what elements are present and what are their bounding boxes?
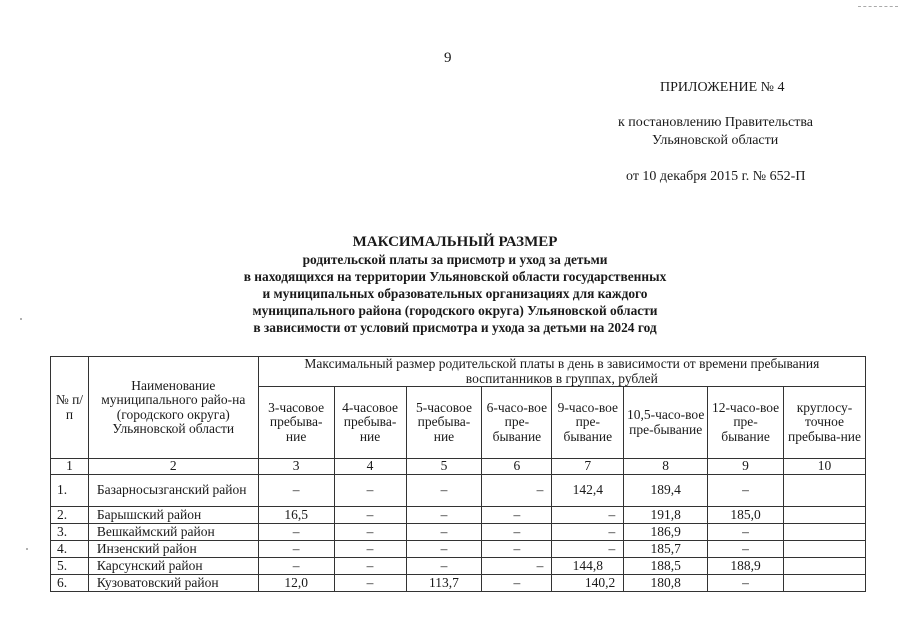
- fee-cell: –: [482, 475, 552, 507]
- table-row: [51, 558, 866, 575]
- fee-cell: –: [334, 575, 406, 592]
- fee-cell: 142,4: [552, 475, 624, 507]
- header-col: 10,5-часо-вое пре-бывание: [624, 387, 708, 459]
- fee-cell: –: [482, 575, 552, 592]
- fee-cell: –: [334, 507, 406, 524]
- index-cell: 4: [334, 459, 406, 475]
- header-group: Максимальный размер родительской платы в день в зависимости от времени пребывания воспитанников в группах, рублей: [258, 357, 865, 387]
- fee-cell: –: [406, 541, 482, 558]
- fee-cell: –: [708, 524, 784, 541]
- fee-cell: –: [406, 524, 482, 541]
- fee-cell: [784, 558, 866, 575]
- title-line: в зависимости от условий присмотра и ухода за детьми на 2024 год: [253, 320, 657, 335]
- index-cell: 3: [258, 459, 334, 475]
- fee-cell: –: [708, 541, 784, 558]
- index-cell: 6: [482, 459, 552, 475]
- appendix-heading: ПРИЛОЖЕНИЕ № 4: [660, 80, 785, 95]
- fee-cell: –: [482, 541, 552, 558]
- fee-cell: –: [406, 507, 482, 524]
- fee-cell: –: [258, 524, 334, 541]
- fee-cell: –: [708, 575, 784, 592]
- index-cell: 2: [88, 459, 258, 475]
- index-cell: 1: [51, 459, 89, 475]
- row-number: 1.: [51, 475, 89, 507]
- table-row: [51, 524, 866, 541]
- header-num: № п/п: [51, 357, 89, 459]
- header-col: 12-часо-вое пре-бывание: [708, 387, 784, 459]
- row-number: 6.: [51, 575, 89, 592]
- decree-date: от 10 декабря 2015 г. № 652-П: [626, 169, 806, 184]
- header-col: 6-часо-вое пре-бывание: [482, 387, 552, 459]
- header-col: 9-часо-вое пре-бывание: [552, 387, 624, 459]
- table-row: [51, 475, 866, 507]
- decree-line-2: Ульяновской области: [652, 133, 779, 148]
- fee-cell: 186,9: [624, 524, 708, 541]
- fee-cell: –: [552, 507, 624, 524]
- fee-cell: 140,2: [552, 575, 624, 592]
- title-line: и муниципальных образовательных организациях для каждого: [262, 286, 648, 301]
- row-number: 2.: [51, 507, 89, 524]
- fee-cell: –: [334, 524, 406, 541]
- fee-cell: –: [552, 524, 624, 541]
- scan-dot: [26, 548, 28, 550]
- header-col: круглосу-точное пребыва-ние: [784, 387, 866, 459]
- row-number: 5.: [51, 558, 89, 575]
- fees-table: [50, 356, 866, 592]
- fee-cell: 188,9: [708, 558, 784, 575]
- fee-cell: [784, 475, 866, 507]
- header-col: 3-часовое пребыва-ние: [258, 387, 334, 459]
- fee-cell: –: [406, 558, 482, 575]
- fee-cell: –: [258, 475, 334, 507]
- fee-cell: [784, 507, 866, 524]
- index-cell: 9: [708, 459, 784, 475]
- index-cell: 10: [784, 459, 866, 475]
- decree-line-1: к постановлению Правительства: [618, 115, 814, 130]
- fee-cell: –: [708, 475, 784, 507]
- district-name: Кузоватовский район: [88, 575, 258, 592]
- fee-cell: 16,5: [258, 507, 334, 524]
- index-row: [51, 459, 866, 475]
- index-cell: 7: [552, 459, 624, 475]
- fee-cell: 189,4: [624, 475, 708, 507]
- district-name: Вешкаймский район: [88, 524, 258, 541]
- fee-cell: –: [482, 524, 552, 541]
- title-line: в находящихся на территории Ульяновской области государственных: [243, 269, 667, 284]
- fee-cell: 180,8: [624, 575, 708, 592]
- fee-cell: 188,5: [624, 558, 708, 575]
- district-name: Карсунский район: [88, 558, 258, 575]
- fee-cell: 113,7: [406, 575, 482, 592]
- table-row: [51, 541, 866, 558]
- row-number: 4.: [51, 541, 89, 558]
- district-name: Инзенский район: [88, 541, 258, 558]
- fee-cell: –: [334, 558, 406, 575]
- fee-cell: 12,0: [258, 575, 334, 592]
- header-col: 5-часовое пребыва-ние: [406, 387, 482, 459]
- fee-cell: 185,0: [708, 507, 784, 524]
- index-cell: 8: [624, 459, 708, 475]
- index-cell: 5: [406, 459, 482, 475]
- fee-cell: –: [482, 507, 552, 524]
- fee-cell: –: [482, 558, 552, 575]
- row-number: 3.: [51, 524, 89, 541]
- fee-cell: 191,8: [624, 507, 708, 524]
- fee-cell: [784, 541, 866, 558]
- scan-dot: [20, 318, 22, 320]
- title-line: муниципального района (городского округа) Ульяновской области: [252, 303, 658, 318]
- fee-cell: –: [258, 541, 334, 558]
- header-row: [51, 357, 866, 387]
- fee-cell: 185,7: [624, 541, 708, 558]
- header-name: Наименование муниципального райо-на (городского округа) Ульяновской области: [88, 357, 258, 459]
- fee-cell: –: [406, 475, 482, 507]
- fee-cell: [784, 575, 866, 592]
- scan-artifact: [858, 6, 898, 7]
- fee-cell: –: [258, 558, 334, 575]
- fee-cell: 144,8: [552, 558, 624, 575]
- fee-cell: –: [334, 541, 406, 558]
- district-name: Базарносызганский район: [88, 475, 258, 507]
- title-line: родительской платы за присмотр и уход за детьми: [302, 252, 608, 267]
- fee-cell: –: [552, 541, 624, 558]
- document-title: [200, 234, 710, 336]
- fee-cell: [784, 524, 866, 541]
- fee-cell: –: [334, 475, 406, 507]
- table-row: [51, 575, 866, 592]
- district-name: Барышский район: [88, 507, 258, 524]
- page-number: 9: [444, 50, 452, 66]
- title-main: МАКСИМАЛЬНЫЙ РАЗМЕР: [352, 234, 558, 250]
- header-col: 4-часовое пребыва-ние: [334, 387, 406, 459]
- table-row: [51, 507, 866, 524]
